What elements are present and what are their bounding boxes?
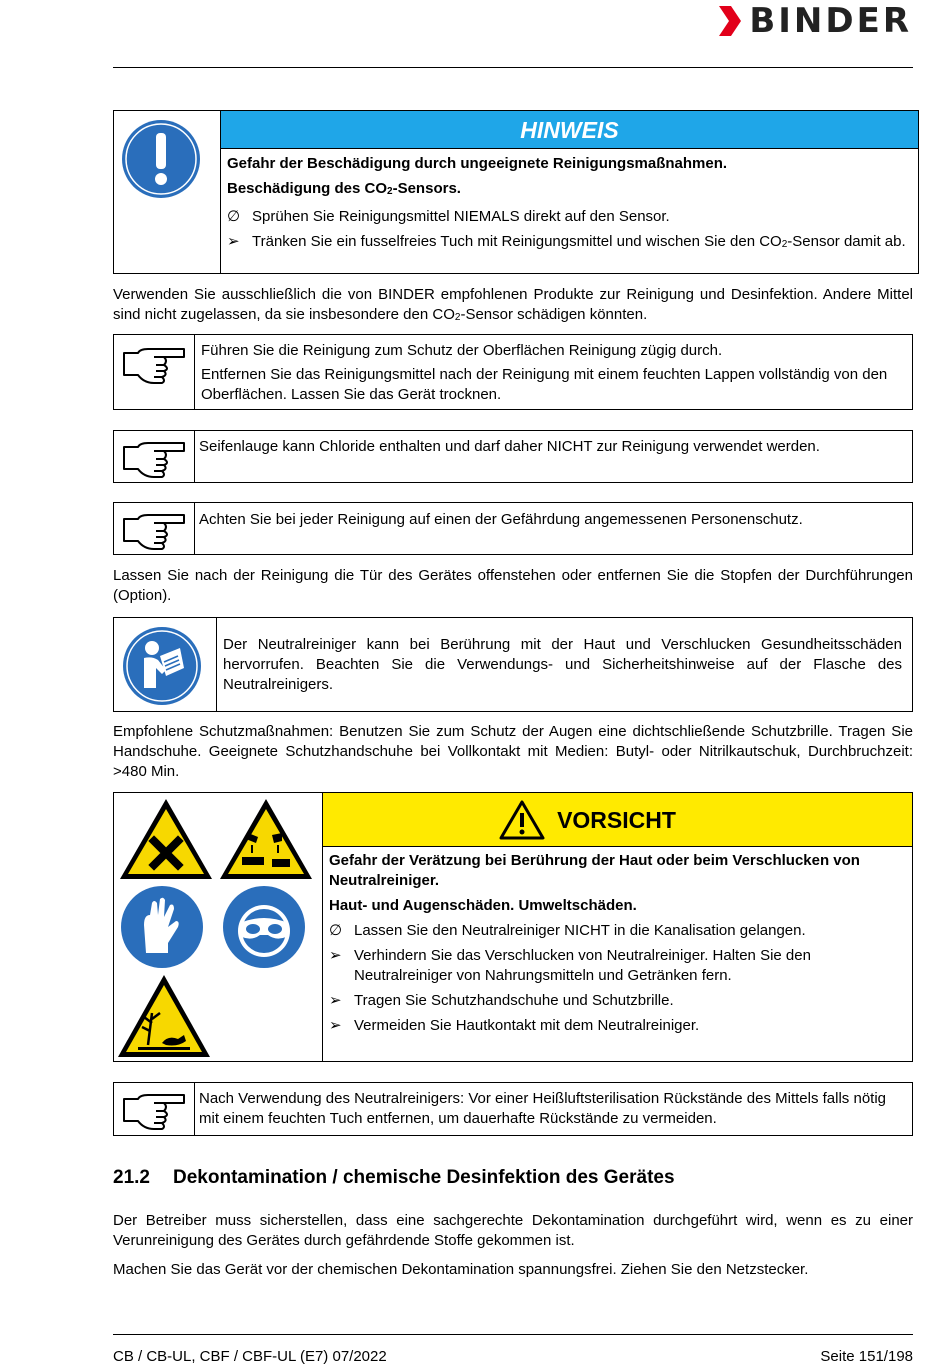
mandatory-action-icon: [121, 119, 201, 205]
list-item: ➢ Verhindern Sie das Verschlucken von Neutralreiniger. Halten Sie den Neutralreiniger von Nahrungsmitteln und Getränken fern.: [329, 947, 811, 984]
caution-title: VORSICHT: [557, 806, 676, 833]
binder-logo-icon: [717, 4, 743, 38]
brand-logo: [717, 0, 912, 42]
caution-line2: Haut- und Augenschäden. Umweltschäden.: [329, 897, 637, 914]
manual-box: [113, 617, 913, 712]
footer-page-number: Seite 151/198: [820, 1348, 913, 1365]
corrosive-icon: [218, 797, 314, 887]
notice-banner: [221, 111, 918, 149]
paragraph: Der Betreiber muss sicherstellen, dass eine sachgerechte Dekontamination durchgeführt wird, wenn es zu einer Verunreinigung des Gerätes durch gefährdende Stoffe gekommen ist.: [113, 1212, 913, 1249]
footer-left: CB / CB-UL, CBF / CBF-UL (E7) 07/2022: [113, 1348, 387, 1365]
tip-box: [113, 502, 913, 555]
paragraph: Verwenden Sie ausschließlich die von BINDER empfohlenen Produkte zur Reinigung und Desinfektion. Andere Mittel sind nicht zugelassen, da sie insbesondere den $CO_2$-Sensor schädigen könnten.: [113, 286, 913, 323]
caution-line1: Gefahr der Verätzung bei Berührung der Haut oder beim Verschlucken von Neutralreiniger.: [329, 852, 860, 889]
prohibition-icon: ∅: [329, 922, 343, 939]
pointing-hand-icon: [118, 341, 188, 393]
pointing-hand-icon: [118, 1087, 188, 1139]
notice-content: [227, 154, 910, 255]
list-item: ∅ Lassen Sie den Neutralreiniger NICHT in die Kanalisation gelangen.: [329, 922, 806, 939]
environment-hazard-icon: [116, 973, 212, 1065]
caution-content: [329, 851, 902, 1036]
gloves-icon: [120, 885, 204, 975]
list-item: ➢ Tragen Sie Schutzhandschuhe und Schutzbrille.: [329, 992, 674, 1009]
list-item: ➢ Vermeiden Sie Hautkontakt mit dem Neutralreiniger.: [329, 1017, 700, 1034]
section-heading: [113, 1166, 675, 1190]
section-number: 21.2: [113, 1167, 150, 1188]
paragraph: Machen Sie das Gerät vor der chemischen Dekontamination spannungsfrei. Ziehen Sie den Netzstecker.: [113, 1261, 809, 1278]
paragraph: Empfohlene Schutzmaßnahmen: Benutzen Sie zum Schutz der Augen eine dichtschließende Schutzbrille. Tragen Sie Handschuhe. Geeignete Schutzhandschuhe bei Vollkontakt mit Medien: Butyl- oder Nitrilkautschuk, Durchbruchzeit: >480 Min.: [113, 723, 913, 780]
notice-line1: Gefahr der Beschädigung durch ungeeignete Reinigungsmaßnahmen.: [227, 155, 728, 172]
tip-text: Seifenlauge kann Chloride enthalten und darf daher NICHT zur Reinigung verwendet werden.: [199, 438, 820, 455]
tip-box: [113, 334, 913, 410]
notice-title: HINWEIS: [520, 116, 619, 143]
arrow-bullet-icon: ➢: [227, 233, 240, 250]
prohibition-icon: ∅: [227, 208, 241, 225]
arrow-bullet-icon: ➢: [329, 947, 342, 964]
caution-box: [113, 792, 913, 1062]
tip-text: Führen Sie die Reinigung zum Schutz der Oberflächen Reinigung zügig durch.: [201, 342, 723, 359]
brand-name: BINDER: [749, 1, 912, 41]
notice-line2: Beschädigung des $CO_2$-Sensors.: [227, 180, 461, 197]
pointing-hand-icon: [118, 507, 188, 559]
tip-box: [113, 430, 913, 483]
warning-triangle-icon: [499, 800, 545, 840]
goggles-icon: [222, 885, 306, 975]
pointing-hand-icon: [118, 435, 188, 487]
arrow-bullet-icon: ➢: [329, 992, 342, 1009]
tip-text: Nach Verwendung des Neutralreinigers: Vor einer Heißluftsterilisation Rückstände des Mittels falls nötig mit einem feuchten Tuch entfernen, um dauerhafte Rückstände zu vermeiden.: [199, 1090, 887, 1127]
notice-box: [113, 110, 919, 274]
footer-rule: [113, 1334, 913, 1335]
arrow-bullet-icon: ➢: [329, 1017, 342, 1034]
read-manual-icon: [122, 626, 202, 712]
tip-text: Entfernen Sie das Reinigungsmittel nach der Reinigung mit einem feuchten Lappen vollständig von den Oberflächen. Lassen Sie das Gerät trocknen.: [201, 366, 888, 403]
tip-text: Achten Sie bei jeder Reinigung auf einen der Gefährdung angemessenen Personenschutz.: [199, 511, 803, 528]
list-item: ➢ Tränken Sie ein fusselfreies Tuch mit Reinigungsmittel und wischen Sie den $CO_2$-Sensor damit ab.: [227, 232, 910, 255]
caution-banner: [323, 793, 912, 847]
section-title: Dekontamination / chemische Desinfektion des Gerätes: [173, 1167, 675, 1188]
tip-box: [113, 1082, 913, 1136]
list-item: ∅ Sprühen Sie Reinigungsmittel NIEMALS direkt auf den Sensor.: [227, 208, 670, 225]
paragraph: Lassen Sie nach der Reinigung die Tür des Gerätes offenstehen oder entfernen Sie die Stopfen der Durchführungen (Option).: [113, 567, 913, 604]
manual-text: Der Neutralreiniger kann bei Berührung mit der Haut und Verschlucken Gesundheitsschäden hervorrufen. Beachten Sie die Verwendungs- und Sicherheitshinweise auf der Flasche des Neutralreinigers.: [223, 636, 902, 693]
harmful-irritant-icon: [118, 797, 214, 887]
header-rule: [113, 67, 913, 68]
